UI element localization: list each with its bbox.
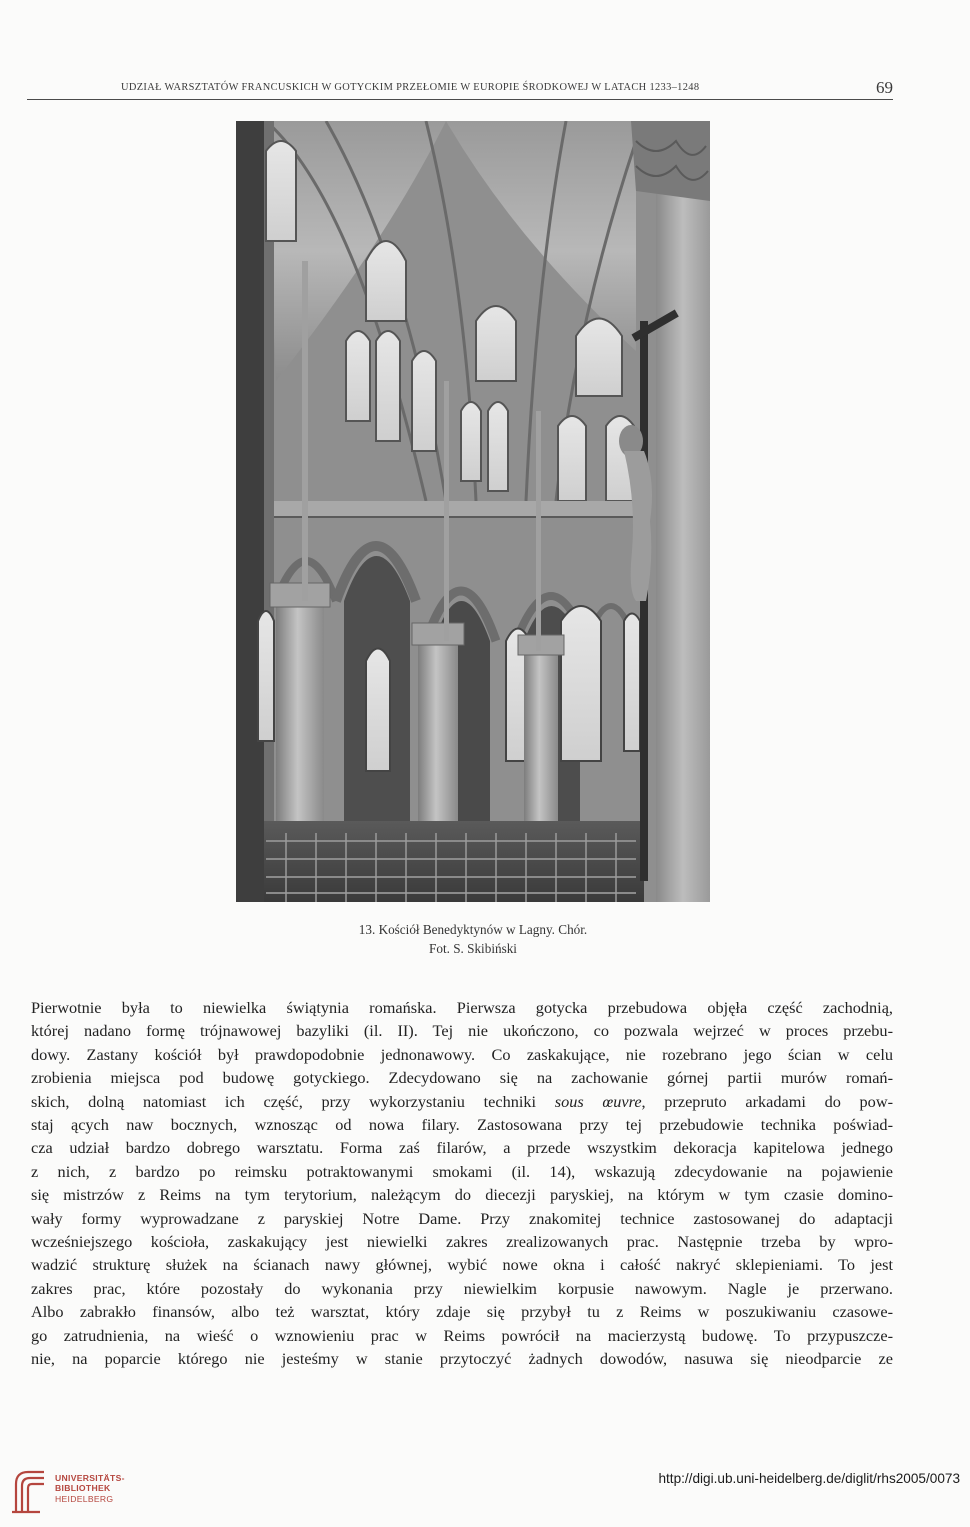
body-line-with-italic (31, 1090, 893, 1113)
body-line: zakres prac, które pozostały do wykonania przy niewielkim korpusie nawowym. Nagle je przerwano. (31, 1278, 893, 1298)
library-logo[interactable] (10, 1466, 150, 1516)
italic-term: sous œuvre (554, 1091, 642, 1111)
body-line: wcześniejszego kościoła, zaskakujący jest niewielki zakres zrealizowanych prac. Następnie trzeba by wpro- (31, 1232, 893, 1252)
logo-line-3: HEIDELBERG (55, 1493, 114, 1504)
body-line: wały formy wyprowadzane z paryskiej Notre Dame. Przy znakomitej technice zastosowanej do adaptacji (31, 1208, 893, 1228)
page-number: 69 (876, 78, 893, 97)
body-line: wadzić strukturę służek na ścianach nawy głównej, wybić nowe okna i całość nakryć sklepieniami. To jest (31, 1255, 893, 1275)
figure-caption-title: 13. Kościół Benedyktynów w Lagny. Chór. (358, 922, 588, 937)
body-line: zrobienia miejsca pod budowę gotyckiego. Zdecydowano się na zachowanie górnej partii murów romań- (31, 1068, 893, 1088)
body-line: Albo zabrakło finansów, albo też warsztat, który zdaje się przybył tu z Reims w poszukiwaniu czasowe- (31, 1302, 893, 1322)
header-rule (27, 99, 893, 100)
figure-caption-credit: Fot. S. Skibiński (429, 941, 517, 956)
logo-line-1: UNIVERSITÄTS- (55, 1473, 125, 1483)
body-line: staj ących naw bocznych, wznosząc od nowa filary. Zastosowana przy tej przebudowie technika poświad- (31, 1115, 893, 1135)
body-line: nie, na poparcie którego nie jesteśmy w stanie przytoczyć żadnych dowodów, nasuwa się nieodparcie ze (31, 1349, 893, 1369)
body-line-start: skich, dolną natomiast ich część, przy wykorzystaniu techniki (31, 1091, 537, 1111)
body-line-end: , przepruto arkadami do pow- (641, 1091, 893, 1111)
church-choir-photograph (236, 121, 710, 902)
body-line: Pierwotnie była to niewielka świątynia romańska. Pierwsza gotycka przebudowa objęła część zachodnią, (31, 998, 893, 1017)
body-line: go zatrudnienia, na wieść o wznowieniu prac w Reims powrócił na macierzystą budowę. To przypuszcze- (31, 1325, 893, 1345)
source-url-link[interactable]: http://digi.ub.uni-heidelberg.de/diglit/rhs2005/0073 (658, 1471, 960, 1486)
running-header (27, 78, 893, 100)
library-logo-text (55, 1473, 125, 1504)
body-line: której nadano formę trójnawowej bazyliki (il. II). Tej nie ukończono, co pozwala wejrzeć w proces przebu- (31, 1021, 893, 1041)
body-line: cza udział bardzo dobrego warsztatu. Forma zaś filarów, a przede wszystkim dekoracja kapitelowa jednego (31, 1138, 893, 1158)
figure-caption (236, 920, 710, 958)
library-logo-icon (10, 1466, 50, 1516)
body-line: z nich, z bardzo po reimsku potraktowanymi smokami (il. 14), wskazują zdecydowanie na pojawienie (31, 1161, 893, 1181)
body-line: dowy. Zastany kościół był prawdopodobnie jednonawowy. Co zaskakujące, nie rozebrano jego ścian w celu (31, 1044, 893, 1064)
body-line: się mistrzów z Reims na tym terytorium, należącym do diecezji paryskiej, na którym w tym czasie domino- (31, 1185, 893, 1205)
logo-line-2: BIBLIOTHEK (55, 1483, 111, 1494)
body-paragraph (31, 996, 893, 1371)
running-header-title: UDZIAŁ WARSZTATÓW FRANCUSKICH W GOTYCKIM PRZEŁOMIE W EUROPIE ŚRODKOWEJ W LATACH 1233–1248 (121, 82, 700, 93)
